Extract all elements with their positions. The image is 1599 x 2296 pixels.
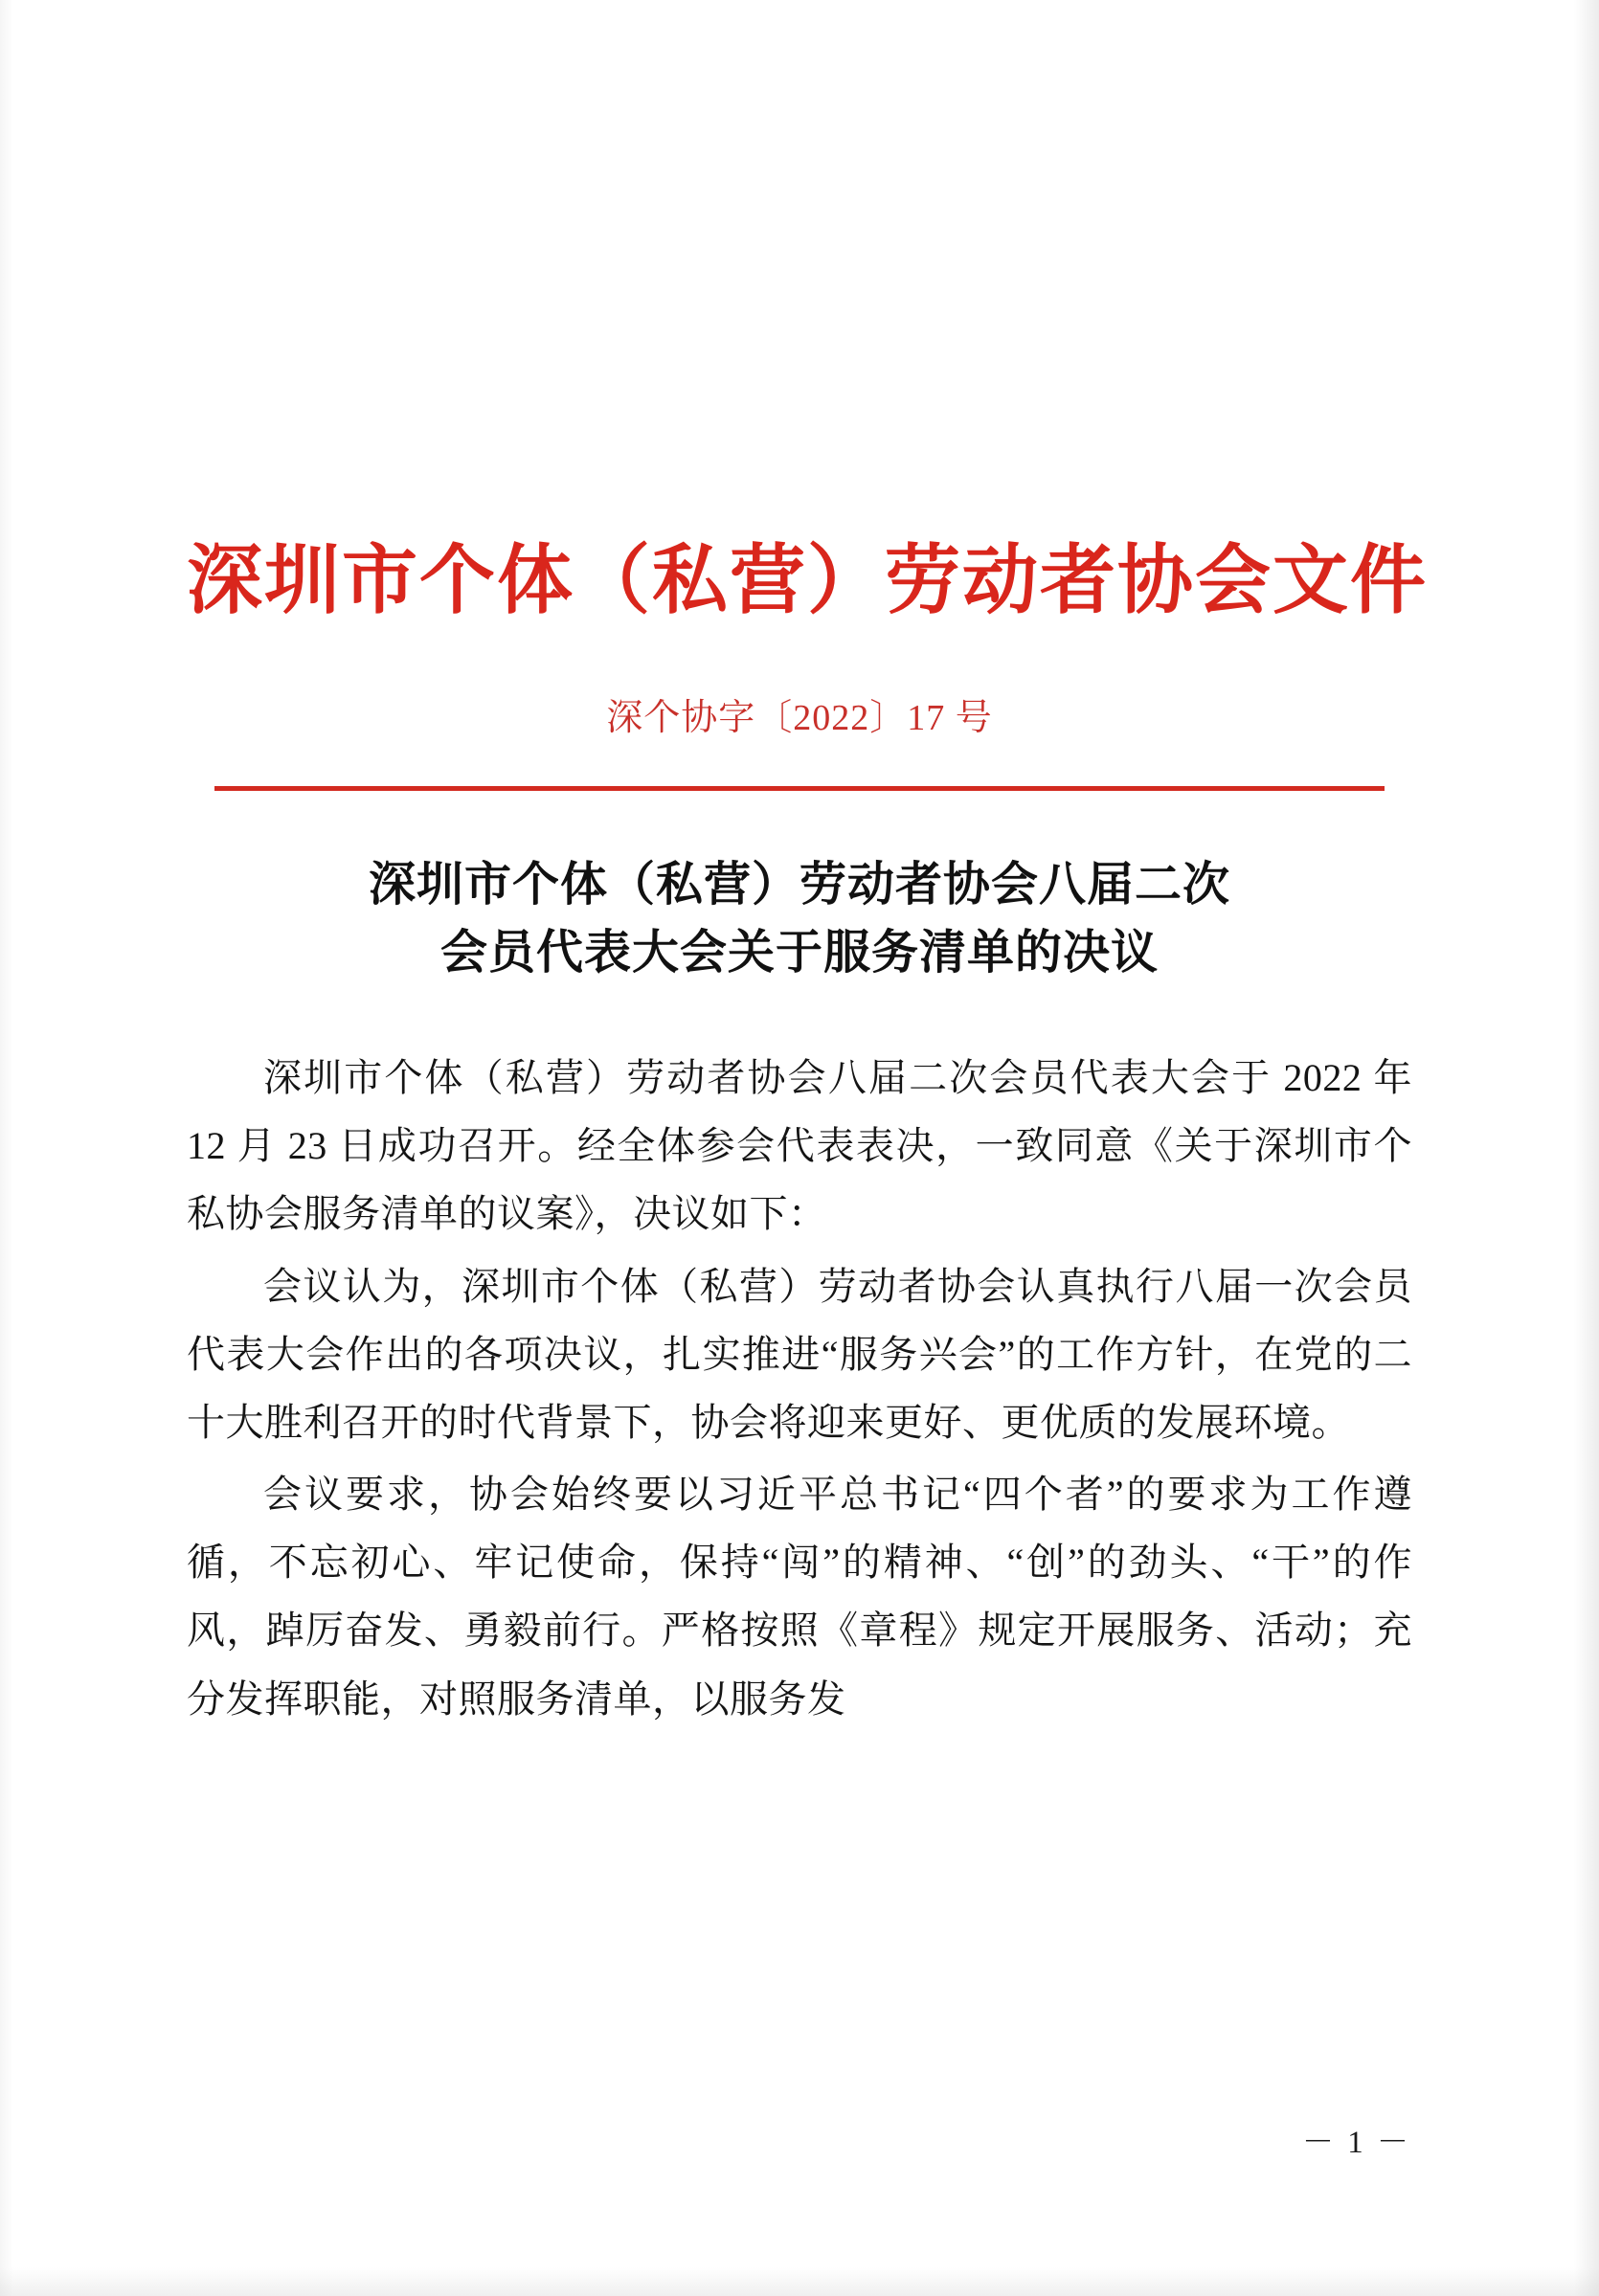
document-title-line-2: 会员代表大会关于服务清单的决议 [439,925,1159,979]
paragraph-3: 会议要求，协会始终要以习近平总书记“四个者”的要求为工作遵循，不忘初心、牢记使命，保持“闯”的精神、“创”的劲头、“干”的作风，踔厉奋发、勇毅前行。严格按照《章程》规定开展服务、活动；充分发挥职能，对照服务清单，以服务发 [187,1473,1412,1721]
paragraph-1: 深圳市个体（私营）劳动者协会八届二次会员代表大会于 2022 年 12 月 23 日成功召开。经全体参会代表表决，一致同意《关于深圳市个私协会服务清单的议案》，决议如下： [187,1055,1412,1236]
document-masthead: 深圳市个体（私营）劳动者协会文件 [187,540,1428,623]
scan-edge-left [0,0,13,2296]
document-title-line-1: 深圳市个体（私营）劳动者协会八届二次 [368,857,1230,911]
red-divider-rule [214,786,1385,791]
paragraph-2: 会议认为，深圳市个体（私营）劳动者协会认真执行八届一次会员代表大会作出的各项决议，扎实推进“服务兴会”的工作方针，在党的二十大胜利召开的时代背景下，协会将迎来更好、更优质的发展环境。 [187,1264,1412,1444]
page-number: － 1 － [1302,2126,1411,2160]
scan-edge-right [1574,0,1599,2296]
document-number: 深个协字〔2022〕17 号 [606,697,993,738]
document-body [187,0,1428,2296]
document-title [187,850,1412,986]
document-content [187,1044,1412,1733]
